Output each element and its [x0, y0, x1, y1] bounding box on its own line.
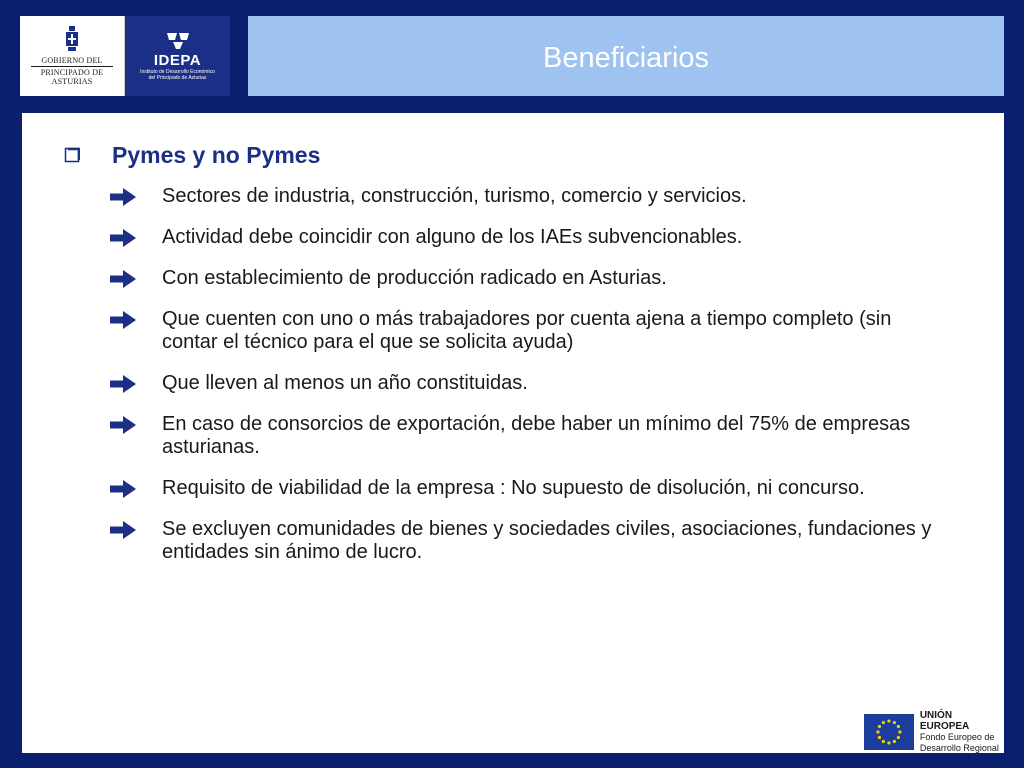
eu-line1: UNIÓN EUROPEA [919, 710, 970, 732]
bullet-list [110, 185, 950, 582]
list-item [110, 308, 950, 354]
arrow-right-icon [110, 229, 136, 247]
idepa-subtitle-2: del Principado de Asturias [148, 75, 207, 81]
arrow-right-icon [110, 375, 136, 393]
arrow-right-icon [110, 480, 136, 498]
gobierno-emblem-icon [65, 26, 79, 52]
eu-line2: Fondo Europeo de [919, 732, 995, 742]
page-title: Beneficiarios [542, 42, 710, 74]
list-item [110, 477, 950, 500]
list-item [110, 267, 950, 290]
section-heading [64, 141, 320, 169]
list-item-text: Con establecimiento de producción radicado en Asturias. [162, 267, 667, 289]
arrow-right-icon [110, 270, 136, 288]
eu-text [920, 710, 1004, 754]
gobierno-divider [31, 66, 113, 67]
arrow-right-icon [110, 416, 136, 434]
gobierno-line1: GOBIERNO DEL [41, 56, 103, 65]
gobierno-logo [20, 16, 125, 96]
header-logos [20, 16, 230, 96]
arrow-right-icon [110, 311, 136, 329]
eu-flag-icon [864, 714, 914, 750]
title-bar [248, 16, 1004, 96]
list-item [110, 413, 950, 459]
idepa-subtitle-1: Instituto de Desarrollo Económico [140, 69, 215, 75]
list-item-text: Requisito de viabilidad de la empresa : No supuesto de disolución, ni concurso. [162, 477, 865, 499]
eu-line3: Desarrollo Regional [919, 743, 999, 753]
list-item [110, 226, 950, 249]
list-item-text: En caso de consorcios de exportación, debe haber un mínimo del 75% de empresas asturianas. [162, 413, 911, 458]
idepa-logo-icon [165, 31, 191, 51]
idepa-name: IDEPA [153, 52, 202, 69]
section-heading-text: Pymes y no Pymes [112, 142, 321, 168]
list-item-text: Se excluyen comunidades de bienes y sociedades civiles, asociaciones, fundaciones y entidades sin ánimo de lucro. [162, 518, 932, 563]
content-panel [22, 113, 1004, 753]
arrow-right-icon [110, 188, 136, 206]
list-item [110, 372, 950, 395]
idepa-logo [125, 16, 230, 96]
eu-logo [864, 711, 1004, 753]
list-item-text: Que lleven al menos un año constituidas. [162, 372, 528, 394]
list-item [110, 185, 950, 208]
checkbox-icon [64, 147, 80, 163]
list-item-text: Que cuenten con uno o más trabajadores por cuenta ajena a tiempo completo (sin contar el técnico para el que se solicita ayuda) [162, 308, 892, 353]
arrow-right-icon [110, 521, 136, 539]
list-item-text: Sectores de industria, construcción, turismo, comercio y servicios. [162, 185, 747, 207]
list-item-text: Actividad debe coincidir con alguno de los IAEs subvencionables. [162, 226, 743, 248]
gobierno-line2: PRINCIPADO DE ASTURIAS [40, 68, 104, 86]
list-item [110, 518, 950, 564]
